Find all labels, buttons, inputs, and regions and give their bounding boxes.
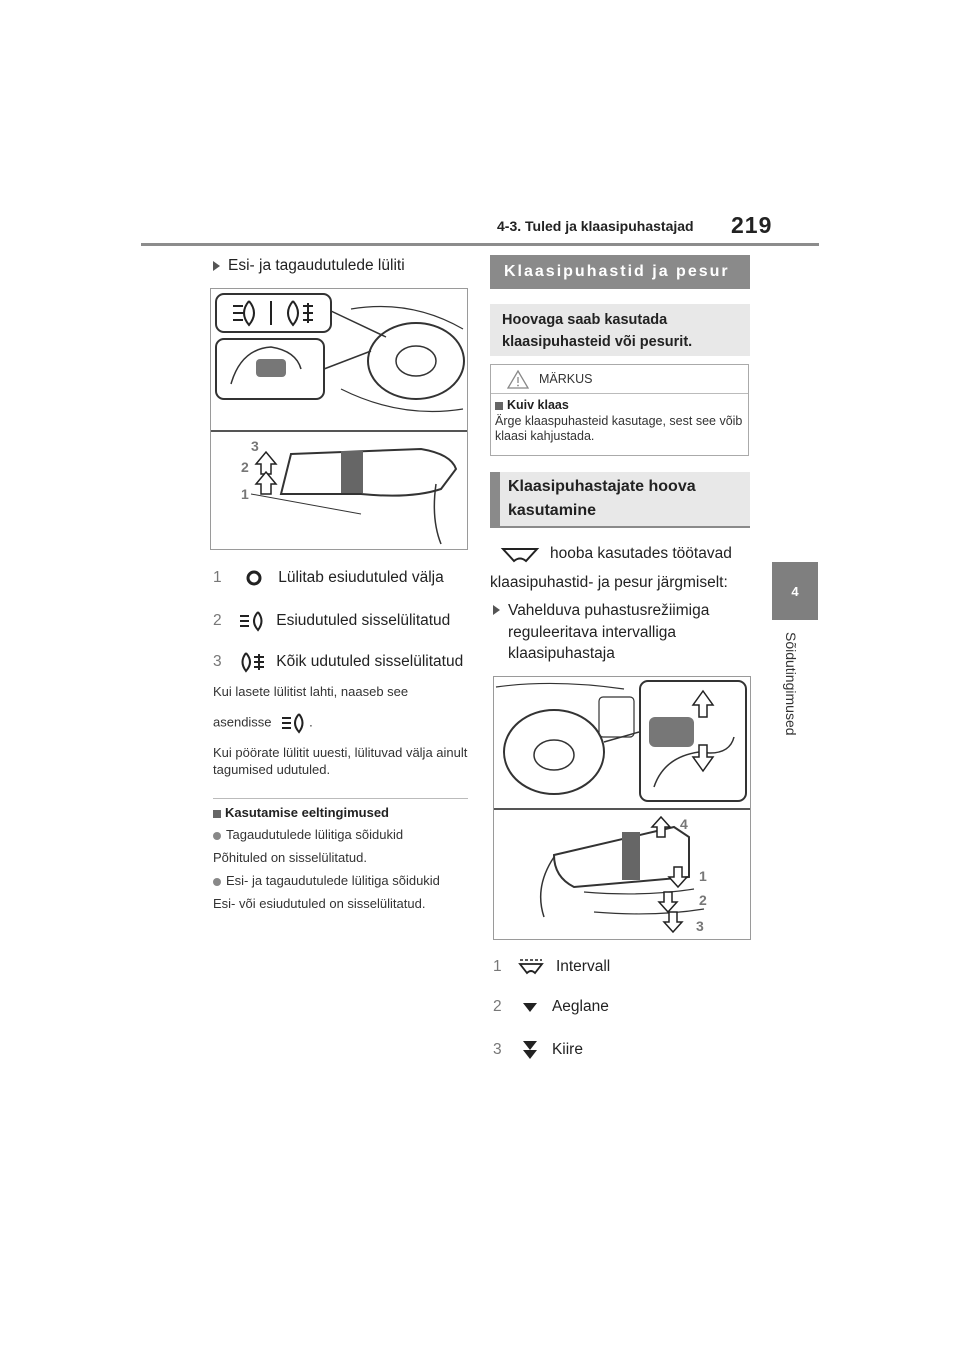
fog-item-1: 1 Lülitab esiudutuled välja bbox=[213, 569, 444, 586]
notice-box bbox=[490, 364, 749, 456]
wiper-item-1: 1 Intervall bbox=[493, 958, 611, 976]
fog-item-3: 3 Kõik udutuled sisselülitatud bbox=[213, 651, 463, 673]
subsection-title: Klaasipuhastajate hoova kasutamine bbox=[490, 472, 750, 528]
notice-label: MÄRKUS bbox=[539, 372, 593, 386]
rear-fog-symbol-icon bbox=[288, 301, 313, 325]
triangle-bullet-icon bbox=[493, 605, 500, 615]
page-number: 219 bbox=[731, 212, 773, 238]
header-rule bbox=[141, 243, 819, 246]
wiper-lever-illustration bbox=[494, 677, 750, 939]
condition-1-title: Tagaudutulede lülitiga sõidukid bbox=[213, 827, 403, 842]
dot-bullet-icon bbox=[213, 878, 221, 886]
mode-heading: Vahelduva puhastusrežiimiga reguleeritava intervalliga klaasipuhastaja bbox=[493, 600, 743, 665]
wiper-icon bbox=[500, 544, 540, 564]
fig-label-1: 1 bbox=[241, 486, 249, 502]
square-bullet-icon bbox=[213, 810, 221, 818]
warning-triangle-icon bbox=[507, 369, 529, 389]
fog-switch-illustration bbox=[211, 289, 467, 549]
wiper-int-icon bbox=[518, 957, 544, 977]
rear-fog-icon bbox=[238, 651, 266, 673]
notice-heading: Kuiv klaas bbox=[491, 394, 748, 412]
condition-2-text: Esi- või esiudutuled on sisselülitatud. bbox=[213, 896, 426, 911]
wiper-item-2: 2 Aeglane bbox=[493, 998, 609, 1015]
conditions-heading: Kasutamise eeltingimused bbox=[213, 805, 389, 820]
front-fog-symbol-icon bbox=[233, 301, 254, 325]
fog-heading: Esi- ja tagaudutulede lüliti bbox=[213, 257, 405, 275]
wiper-lever-figure bbox=[493, 676, 751, 940]
chapter-label: Sõidutingimused bbox=[783, 632, 799, 736]
note-1b: asendisse . bbox=[213, 712, 313, 734]
wiper-item-3: 3 Kiire bbox=[493, 1039, 583, 1061]
fig-label-1: 1 bbox=[699, 868, 707, 884]
section-header: 4-3. Tuled ja klaasipuhastajad bbox=[497, 218, 694, 234]
divider bbox=[213, 798, 468, 799]
chapter-tab[interactable]: 4 bbox=[772, 562, 818, 620]
intro-line-2: klaasipuhastid- ja pesur järgmiselt: bbox=[490, 574, 728, 591]
wiper-fast-icon bbox=[520, 1039, 540, 1061]
triangle-bullet-icon bbox=[213, 261, 220, 271]
section-title-bar: Klaasipuhastid ja pesur bbox=[490, 255, 750, 289]
fog-item-2: 2 Esiudutuled sisselülitatud bbox=[213, 610, 450, 632]
condition-1-text: Põhituled on sisselülitatud. bbox=[213, 850, 367, 865]
fig-label-4: 4 bbox=[680, 816, 688, 832]
fig-label-3: 3 bbox=[251, 438, 259, 454]
condition-2-title: Esi- ja tagaudutulede lülitiga sõidukid bbox=[213, 873, 440, 888]
fog-switch-figure bbox=[210, 288, 468, 550]
intro-line-1: hooba kasutades töötavad bbox=[490, 544, 732, 564]
fig-label-2: 2 bbox=[241, 459, 249, 475]
dot-bullet-icon bbox=[213, 832, 221, 840]
notice-text: Ärge klaaspuhasteid kasutage, sest see võib klaasi kahjustada. bbox=[495, 414, 743, 443]
fog-off-icon bbox=[244, 570, 264, 586]
fig-label-3: 3 bbox=[696, 918, 704, 934]
wiper-slow-icon bbox=[520, 1000, 540, 1014]
front-fog-inline-icon bbox=[281, 712, 307, 734]
fig-label-2: 2 bbox=[699, 892, 707, 908]
summary-box: Hoovaga saab kasutada klaasipuhasteid või pesurit. bbox=[490, 304, 750, 356]
front-fog-icon bbox=[238, 610, 266, 632]
note-2: Kui pöörate lülitit uuesti, lülituvad välja ainult tagumised udutuled. bbox=[213, 745, 468, 777]
square-bullet-icon bbox=[495, 402, 503, 410]
note-1a: Kui lasete lülitist lahti, naaseb see bbox=[213, 684, 409, 699]
